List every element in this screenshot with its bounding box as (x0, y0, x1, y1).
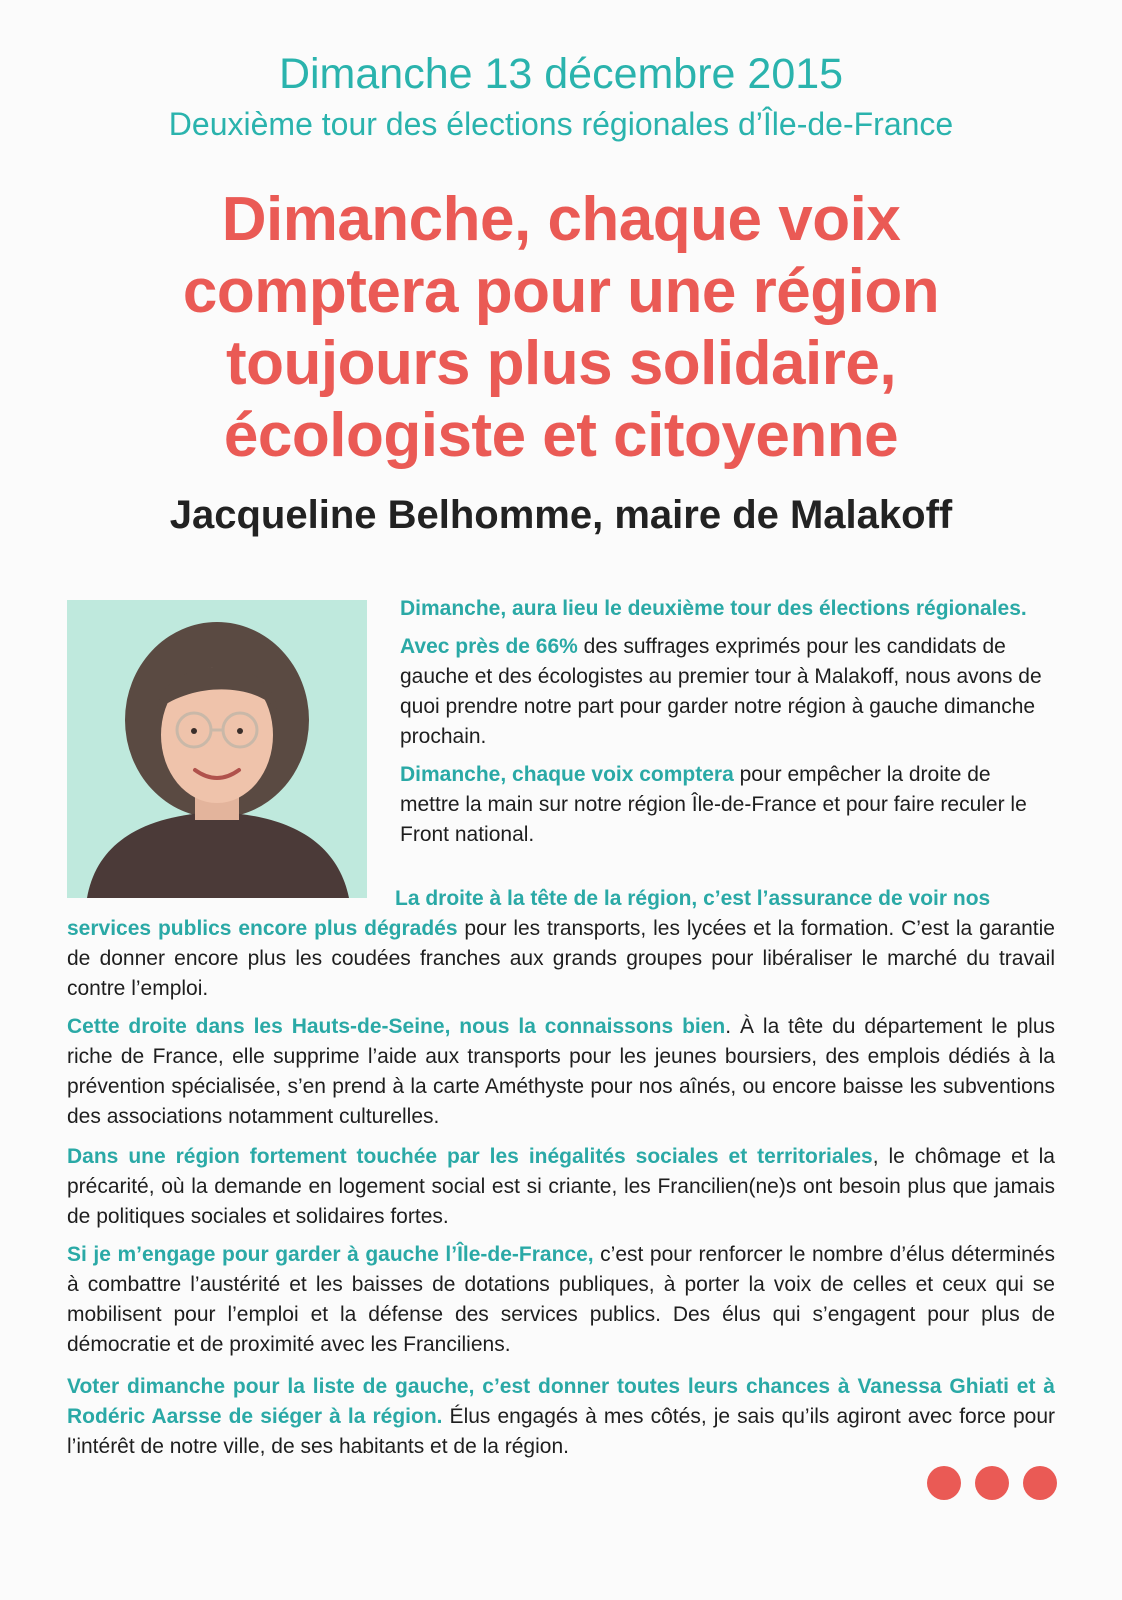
paragraph-5-text: . À la tête du département le plus riche de France, elle supprime l’aide aux transports pour les jeunes boursiers, des emplois dédiés à la prévention spécialisée, s’en prend à la carte Améthyste pour nos aînés, ou encore baisse les subventions des associations notamment culturelles. (67, 1015, 1055, 1128)
paragraph-3-highlight: Dimanche, chaque voix comptera (400, 763, 734, 786)
paragraph-7-highlight: Si je m’engage pour garder à gauche l’Île-de-France, (67, 1243, 594, 1266)
paragraph-4-lead (67, 884, 1055, 914)
headline-line-4: écologiste et citoyenne (223, 401, 899, 470)
paragraph-1-highlight: Dimanche, aura lieu le deuxième tour des élections régionales. (400, 597, 1027, 620)
paragraph-7-text: c’est pour renforcer le nombre d’élus déterminés à combattre l’austérité et les baisses de dotations publiques, à porter la voix de celles et ceux qui se mobilisent pour l’emploi et la défense des services publics. Des élus qui s’engagent pour plus de démocratie et de proximité avec les Franciliens. (67, 1243, 1055, 1356)
paragraph-8 (67, 1372, 1055, 1462)
paragraph-4 (67, 884, 1055, 1004)
paragraph-7 (67, 1240, 1055, 1360)
headline-line-2: comptera pour une région (182, 257, 940, 326)
paragraph-4b-highlight: services publics encore plus dégradés (67, 917, 458, 940)
author-name: Jacqueline Belhomme, maire de Malakoff (169, 493, 953, 537)
paragraph-2 (400, 632, 1055, 752)
paragraph-5-highlight: Cette droite dans les Hauts-de-Seine, nous la connaissons bien (67, 1015, 726, 1038)
paragraph-2-text: des suffrages exprimés pour les candidats de gauche et des écologistes au premier tour à Malakoff, nous avons de quoi prendre notre part pour garder notre région à gauche dimanche prochain. (400, 635, 1042, 748)
dot-icon (927, 1466, 961, 1500)
paragraph-2-highlight: Avec près de 66% (400, 635, 578, 658)
headline-line-3: toujours plus solidaire, (225, 329, 897, 398)
paragraph-4-highlight: La droite à la tête de la région, c’est l’assurance de voir nos (395, 887, 991, 910)
portrait-illustration (67, 600, 367, 898)
paragraph-3 (400, 760, 1055, 850)
paragraph-6 (67, 1142, 1055, 1232)
paragraph-6-text: , le chômage et la précarité, où la demande en logement social est si criante, les Francilien(ne)s ont besoin plus que jamais de politiques sociales et solidaires fortes. (67, 1145, 1055, 1228)
decorative-dots (927, 1466, 1057, 1500)
paragraph-4b-text: pour les transports, les lycées et la formation. C’est la garantie de donner encore plus les coudées franches aux grands groupes pour libéraliser le marché du travail contre l’emploi. (67, 917, 1055, 1000)
election-date: Dimanche 13 décembre 2015 (278, 50, 844, 98)
election-subtitle: Deuxième tour des élections régionales d’Île-de-France (168, 106, 954, 142)
paragraph-8-text: Élus engagés à mes côtés, je sais qu’ils agiront avec force pour l’intérêt de notre ville, de ses habitants et de la région. (67, 1405, 1055, 1458)
paragraph-5 (67, 1012, 1055, 1132)
portrait-photo (67, 600, 367, 898)
paragraph-6-highlight: Dans une région fortement touchée par les inégalités sociales et territoriales (67, 1145, 873, 1168)
headline (60, 184, 1062, 472)
paragraph-8-highlight: Voter dimanche pour la liste de gauche, c’est donner toutes leurs chances à Vanessa Ghiati et à Rodéric Aarsse de siéger à la région. (67, 1375, 1055, 1428)
headline-line-1: Dimanche, chaque voix (221, 185, 901, 254)
dot-icon (975, 1466, 1009, 1500)
dot-icon (1023, 1466, 1057, 1500)
paragraph-4-body (67, 914, 1055, 1004)
paragraph-1 (400, 594, 1055, 624)
paragraph-3-text: pour empêcher la droite de mettre la main sur notre région Île-de-France et pour faire reculer le Front national. (400, 763, 1027, 846)
intro-column (400, 594, 1055, 850)
